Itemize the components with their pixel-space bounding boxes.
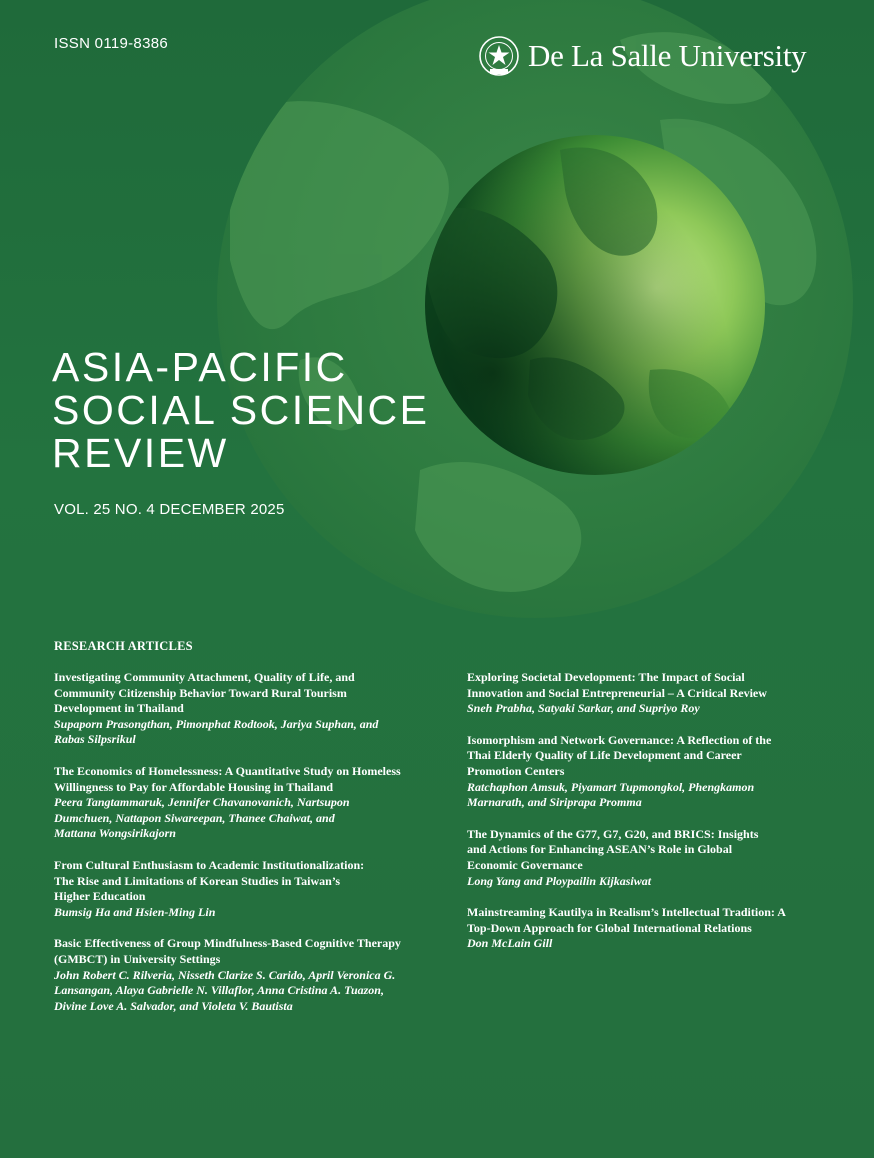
issn-number: ISSN 0119-8386 <box>54 35 168 52</box>
article-title: Basic Effectiveness of Group Mindfulness-Based Cognitive Therapy (GMBCT) in University Settings <box>54 936 401 966</box>
article-entry <box>54 764 454 842</box>
article-title: Isomorphism and Network Governance: A Reflection of the Thai Elderly Quality of Life Development and Career Promotion Centers <box>467 732 772 778</box>
article-authors: John Robert C. Rilveria, Nisseth Clarize S. Carido, April Veronica G. Lansangan, Alaya Gabrielle N. Villaflor, Anna Cristina A. Tuazon, Divine Love A. Salvador, and Violeta V. Bautista <box>54 967 396 1013</box>
article-entry <box>54 858 454 920</box>
article-authors: Peera Tangtammaruk, Jennifer Chavanovanich, Nartsupon Dumchuen, Nattapon Siwareepan, Thanee Chaiwat, and Mattana Wongsirikajorn <box>54 795 350 841</box>
article-entry <box>467 905 867 952</box>
article-title: From Cultural Enthusiasm to Academic Institutionalization: The Rise and Limitations of Korean Studies in Taiwan’s Higher Education <box>54 857 365 904</box>
article-title: Investigating Community Attachment, Quality of Life, and Community Citizenship Behavior Toward Rural Tourism Development in Thailand <box>54 670 355 716</box>
journal-title-line: REVIEW <box>52 430 229 476</box>
journal-title <box>52 346 430 475</box>
article-authors: Don McLain Gill <box>467 936 553 951</box>
publisher-name: De La Salle University <box>528 38 807 73</box>
article-entry <box>467 670 867 717</box>
journal-title-line: SOCIAL SCIENCE <box>52 387 430 433</box>
article-title: Mainstreaming Kautilya in Realism’s Intellectual Tradition: A Top-Down Approach for Global International Relations <box>467 905 786 935</box>
article-title: Exploring Societal Development: The Impact of Social Innovation and Social Entrepreneurial – A Critical Review <box>467 670 767 700</box>
article-entry <box>54 936 454 1014</box>
asia-pacific-globe <box>425 135 765 475</box>
article-authors: Supaporn Prasongthan, Pimonphat Rodtook, Jariya Suphan, and Rabas Silpsrikul <box>54 716 379 747</box>
article-authors: Bumsig Ha and Hsien-Ming Lin <box>54 904 216 919</box>
articles-column-left <box>54 670 454 1030</box>
journal-title-line: ASIA-PACIFIC <box>52 344 348 390</box>
article-entry <box>467 733 867 811</box>
article-authors: Long Yang and Ploypailin Kijkasiwat <box>467 873 652 888</box>
publisher-brand <box>478 34 806 78</box>
section-heading: RESEARCH ARTICLES <box>54 639 193 653</box>
article-entry <box>54 670 454 748</box>
article-title: The Economics of Homelessness: A Quantitative Study on Homeless Willingness to Pay for Affordable Housing in Thailand <box>54 763 401 794</box>
dlsu-seal-icon <box>478 35 520 77</box>
article-authors: Ratchaphon Amsuk, Piyamart Tupmongkol, Phengkamon Marnarath, and Siriprapa Promma <box>467 779 755 810</box>
issue-info: VOL. 25 NO. 4 DECEMBER 2025 <box>54 501 285 518</box>
articles-column-right <box>467 670 867 968</box>
article-title: The Dynamics of the G77, G7, G20, and BRICS: Insights and Actions for Enhancing ASEAN’s Role in Global Economic Governance <box>467 826 759 872</box>
article-entry <box>467 827 867 889</box>
article-authors: Sneh Prabha, Satyaki Sarkar, and Supriyo Roy <box>467 701 700 716</box>
